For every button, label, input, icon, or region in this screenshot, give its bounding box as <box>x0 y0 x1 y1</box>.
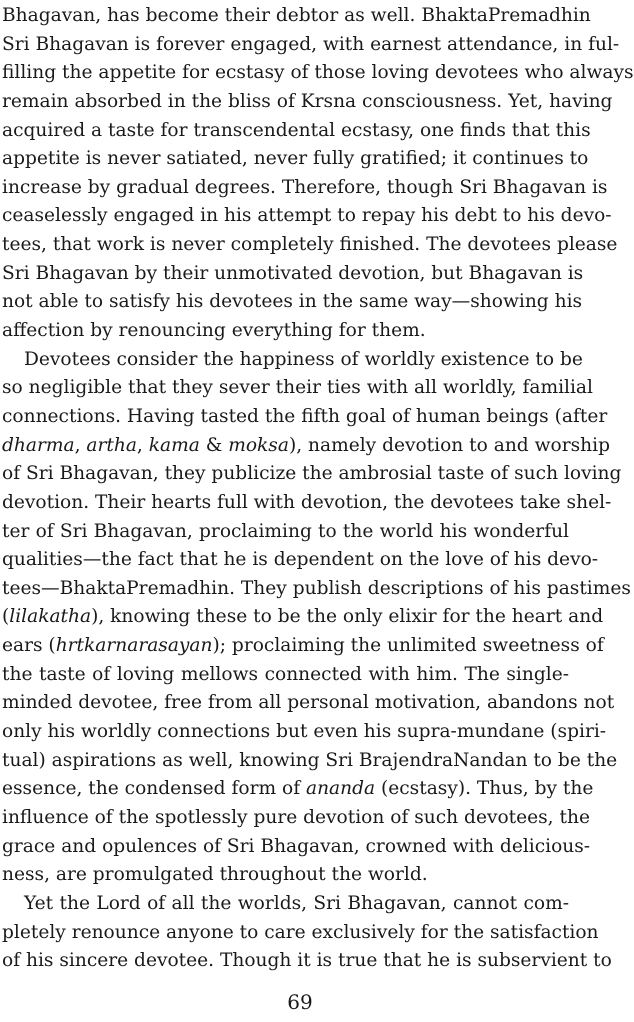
text-line: Sri Bhagavan is forever engaged, with earnest attendance, in ful- <box>2 33 620 55</box>
text-line: tees, that work is never completely finished. The devotees please <box>2 234 618 256</box>
text-line: acquired a taste for transcendental ecstasy, one finds that this <box>2 119 591 141</box>
italic-term: artha <box>86 434 137 456</box>
text-line: ter of Sri Bhagavan, proclaiming to the world his wonderful <box>2 520 569 542</box>
text-line: Devotees consider the happiness of worldly existence to be <box>24 348 583 370</box>
body-text <box>2 2 634 976</box>
text-line: devotion. Their hearts full with devotion, the devotees take shel- <box>2 491 612 513</box>
text-line: tual) aspirations as well, knowing Sri BrajendraNandan to be the <box>2 749 618 771</box>
text-line: filling the appetite for ecstasy of those loving devotees who always <box>2 62 634 84</box>
italic-term: kama <box>148 434 200 456</box>
text-line: Yet the Lord of all the worlds, Sri Bhagavan, cannot com- <box>24 892 569 914</box>
text-line: essence, the condensed form of ananda (ecstasy). Thus, by the <box>2 778 594 800</box>
text-line: of his sincere devotee. Though it is true that he is subservient to <box>2 950 612 972</box>
text-line: pletely renounce anyone to care exclusively for the satisfaction <box>2 921 599 943</box>
text-line: not able to satisfy his devotees in the same way—showing his <box>2 291 583 313</box>
text-line: ness, are promulgated throughout the world. <box>2 864 428 886</box>
text-line: Bhagavan, has become their debtor as well. BhaktaPremadhin <box>2 5 591 26</box>
text-line: tees—BhaktaPremadhin. They publish descriptions of his pastimes <box>2 577 631 599</box>
text-line: minded devotee, free from all personal motivation, abandons not <box>2 692 615 714</box>
text-line: ears (hrtkarnarasayan); proclaiming the unlimited sweetness of <box>2 635 604 657</box>
text-line: connections. Having tasted the fifth goal of human beings (after <box>2 405 608 427</box>
text-line: grace and opulences of Sri Bhagavan, crowned with delicious- <box>2 835 591 857</box>
text-line: of Sri Bhagavan, they publicize the ambrosial taste of such loving <box>2 463 622 485</box>
text-line: so negligible that they sever their ties with all worldly, familial <box>2 377 593 399</box>
text-line: only his worldly connections but even his supra-mundane (spiri- <box>2 721 607 743</box>
text-line: ceaselessly engaged in his attempt to repay his debt to his devo- <box>2 205 612 227</box>
italic-term: lilakatha <box>9 606 92 628</box>
paragraph <box>2 346 631 890</box>
text-line: increase by gradual degrees. Therefore, though Sri Bhagavan is <box>2 176 608 198</box>
text-line: qualities—the fact that he is dependent on the love of his devo- <box>2 549 599 571</box>
italic-term: moksa <box>228 434 289 456</box>
text-line: Sri Bhagavan by their unmotivated devotion, but Bhagavan is <box>2 262 584 284</box>
text-line: remain absorbed in the bliss of Krsna consciousness. Yet, having <box>2 90 613 112</box>
italic-term: hrtkarnarasayan <box>55 635 213 657</box>
paragraph <box>2 2 634 346</box>
text-line: affection by renouncing everything for them. <box>2 320 426 342</box>
text-line: (lilakatha), knowing these to be the only elixir for the heart and <box>2 606 604 628</box>
text-line: dharma, artha, kama & moksa), namely devotion to and worship <box>2 434 610 456</box>
text-line: influence of the spotlessly pure devotion of such devotees, the <box>2 806 590 828</box>
text-line: appetite is never satiated, never fully gratified; it continues to <box>2 148 589 170</box>
page-number: 69 <box>287 990 313 1014</box>
paragraph <box>2 890 612 976</box>
italic-term: ananda <box>305 778 376 800</box>
text-line: the taste of loving mellows connected with him. The single- <box>2 663 569 685</box>
italic-term: dharma <box>2 434 75 456</box>
